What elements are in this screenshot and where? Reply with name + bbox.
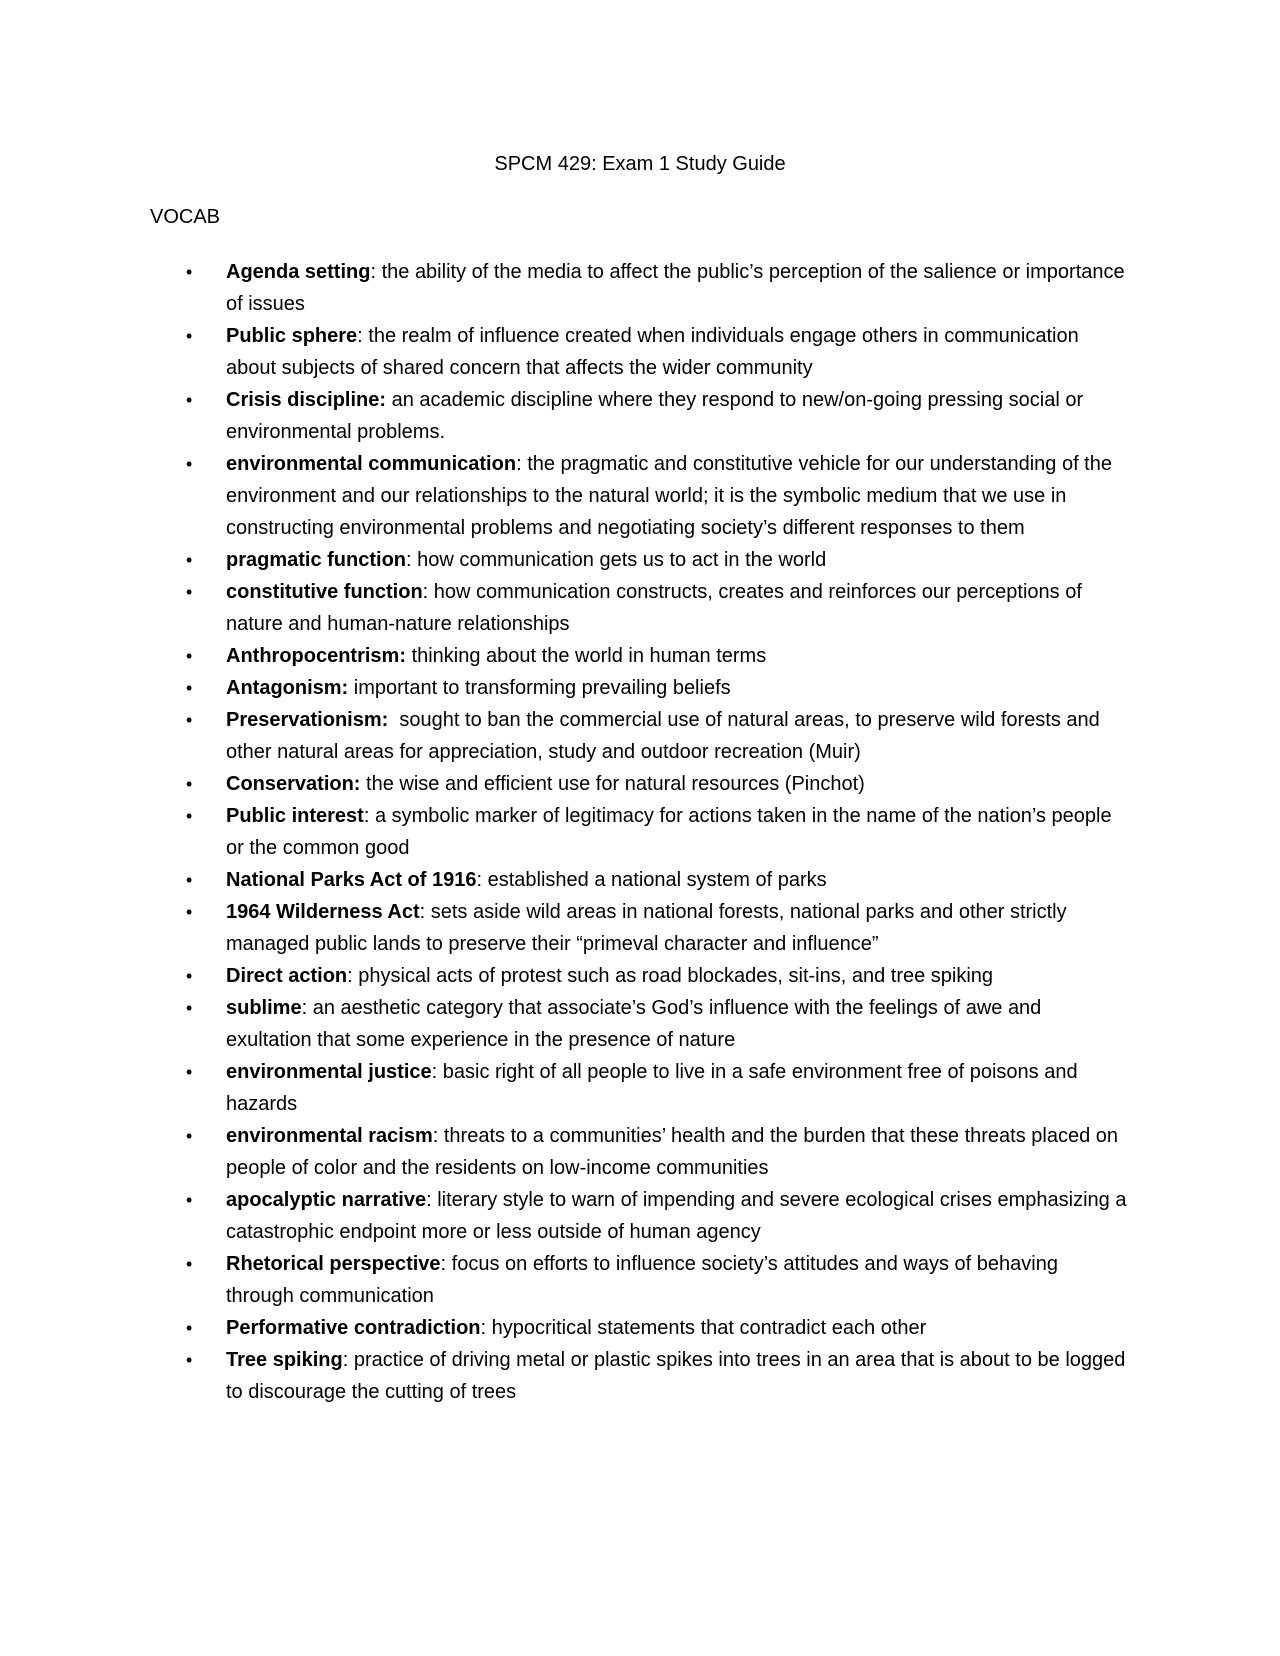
term-separator: :: [342, 1349, 354, 1371]
bullet-icon: •: [186, 326, 193, 346]
bullet-icon: •: [186, 1062, 193, 1082]
bullet-icon: •: [186, 390, 193, 410]
vocab-term: Preservationism:: [226, 709, 389, 731]
vocab-item: [150, 448, 1130, 544]
vocab-definition: established a national system of parks: [487, 869, 827, 891]
vocab-item: [150, 704, 1130, 768]
bullet-icon: •: [186, 806, 193, 826]
term-separator: :: [480, 1317, 492, 1339]
bullet-icon: •: [186, 902, 193, 922]
vocab-term: Agenda setting: [226, 261, 371, 283]
term-separator: :: [363, 805, 375, 827]
term-separator: :: [301, 997, 313, 1019]
vocab-item: [150, 768, 1130, 800]
vocab-term: Tree spiking: [226, 1349, 343, 1371]
vocab-definition: sets aside wild areas in national forests, national parks and other strictly managed public lands to preserve their “primeval character and influence”: [226, 901, 1067, 955]
vocab-term: Antagonism:: [226, 677, 349, 699]
vocab-item: [150, 1120, 1130, 1184]
vocab-definition: physical acts of protest such as road blockades, sit-ins, and tree spiking: [358, 965, 994, 987]
vocab-item: [150, 544, 1130, 576]
vocab-item: [150, 1248, 1130, 1312]
vocab-term: 1964 Wilderness Act: [226, 901, 420, 923]
vocab-term: sublime: [226, 997, 302, 1019]
vocab-item: [150, 896, 1130, 960]
bullet-icon: •: [186, 1350, 193, 1370]
vocab-term: apocalyptic narrative: [226, 1189, 427, 1211]
vocab-definition: how communication constructs, creates and reinforces our perceptions of nature and human-nature relationships: [226, 581, 1082, 635]
term-separator: :: [347, 965, 359, 987]
vocab-definition: an academic discipline where they respond to new/on-going pressing social or environmental problems.: [226, 389, 1084, 443]
document-title: SPCM 429: Exam 1 Study Guide: [494, 153, 786, 175]
vocab-item: [150, 864, 1130, 896]
vocab-item: [150, 320, 1130, 384]
vocab-term: Conservation:: [226, 773, 361, 795]
bullet-icon: •: [186, 678, 193, 698]
bullet-icon: •: [186, 966, 193, 986]
term-separator: :: [516, 453, 528, 475]
bullet-icon: •: [186, 550, 193, 570]
bullet-icon: •: [186, 998, 193, 1018]
vocab-definition: focus on efforts to influence society’s attitudes and ways of behaving through communication: [226, 1253, 1058, 1307]
vocab-item: [150, 1312, 1130, 1344]
vocab-definition: the ability of the media to affect the public’s perception of the salience or importance of issues: [226, 261, 1125, 315]
bullet-icon: •: [186, 646, 193, 666]
vocab-item: [150, 672, 1130, 704]
term-separator: :: [419, 901, 431, 923]
bullet-icon: •: [186, 710, 193, 730]
term-separator: :: [432, 1125, 444, 1147]
vocab-item: [150, 1184, 1130, 1248]
vocab-term: Performative contradiction: [226, 1317, 481, 1339]
vocab-term: National Parks Act of 1916: [226, 869, 477, 891]
vocab-definition: threats to a communities’ health and the burden that these threats placed on people of color and the residents on low-income communities: [226, 1125, 1119, 1179]
bullet-icon: •: [186, 1318, 193, 1338]
section-heading-vocab: VOCAB: [150, 206, 221, 228]
vocab-item: [150, 800, 1130, 864]
vocab-term: Public interest: [226, 805, 364, 827]
vocab-definition: the wise and efficient use for natural resources (Pinchot): [366, 773, 865, 795]
vocab-definition: a symbolic marker of legitimacy for actions taken in the name of the nation’s people or the common good: [226, 805, 1112, 859]
bullet-icon: •: [186, 262, 193, 282]
vocab-item: [150, 256, 1130, 320]
vocab-item: [150, 1056, 1130, 1120]
bullet-icon: •: [186, 454, 193, 474]
vocab-term: Public sphere: [226, 325, 358, 347]
vocab-item: [150, 992, 1130, 1056]
term-separator: :: [426, 1189, 438, 1211]
vocab-definition: literary style to warn of impending and severe ecological crises emphasizing a catastrophic endpoint more or less outside of human agency: [226, 1189, 1127, 1243]
vocab-definition: the pragmatic and constitutive vehicle for our understanding of the environment and our relationships to the natural world; it is the symbolic medium that we use in constructing environmental problems and negotiating society’s different responses to them: [226, 453, 1112, 539]
term-separator: :: [357, 325, 369, 347]
bullet-icon: •: [186, 1254, 193, 1274]
vocab-term: Rhetorical perspective: [226, 1253, 441, 1275]
vocab-term: environmental justice: [226, 1061, 432, 1083]
vocab-definition: hypocritical statements that contradict each other: [491, 1317, 927, 1339]
vocab-definition: basic right of all people to live in a safe environment free of poisons and hazards: [226, 1061, 1078, 1115]
vocab-term: pragmatic function: [226, 549, 407, 571]
bullet-icon: •: [186, 870, 193, 890]
vocab-term: environmental communication: [226, 453, 517, 475]
vocab-term: constitutive function: [226, 581, 423, 603]
vocab-item: [150, 384, 1130, 448]
term-separator: :: [406, 549, 418, 571]
bullet-icon: •: [186, 1126, 193, 1146]
vocab-list: [150, 256, 1130, 1408]
vocab-definition: how communication gets us to act in the world: [417, 549, 827, 571]
bullet-icon: •: [186, 582, 193, 602]
term-separator: :: [422, 581, 434, 603]
vocab-item: [150, 1344, 1130, 1408]
vocab-definition: practice of driving metal or plastic spikes into trees in an area that is about to be logged to discourage the cutting of trees: [226, 1349, 1126, 1403]
vocab-definition: important to transforming prevailing beliefs: [353, 677, 731, 699]
term-separator: :: [476, 869, 488, 891]
vocab-definition: an aesthetic category that associate’s God’s influence with the feelings of awe and exultation that some experience in the presence of nature: [226, 997, 1042, 1051]
vocab-term: Anthropocentrism:: [226, 645, 406, 667]
vocab-item: [150, 960, 1130, 992]
term-separator: :: [370, 261, 382, 283]
vocab-definition: sought to ban the commercial use of natural areas, to preserve wild forests and other natural areas for appreciation, study and outdoor recreation (Muir): [226, 709, 1100, 763]
vocab-item: [150, 640, 1130, 672]
term-separator: :: [440, 1253, 452, 1275]
vocab-term: Crisis discipline:: [226, 389, 387, 411]
bullet-icon: •: [186, 774, 193, 794]
vocab-definition: the realm of influence created when individuals engage others in communication about subjects of shared concern that affects the wider community: [226, 325, 1079, 379]
bullet-icon: •: [186, 1190, 193, 1210]
term-separator: [388, 709, 399, 731]
vocab-term: environmental racism: [226, 1125, 433, 1147]
vocab-definition: thinking about the world in human terms: [411, 645, 767, 667]
term-separator: :: [431, 1061, 443, 1083]
vocab-term: Direct action: [226, 965, 348, 987]
vocab-item: [150, 576, 1130, 640]
